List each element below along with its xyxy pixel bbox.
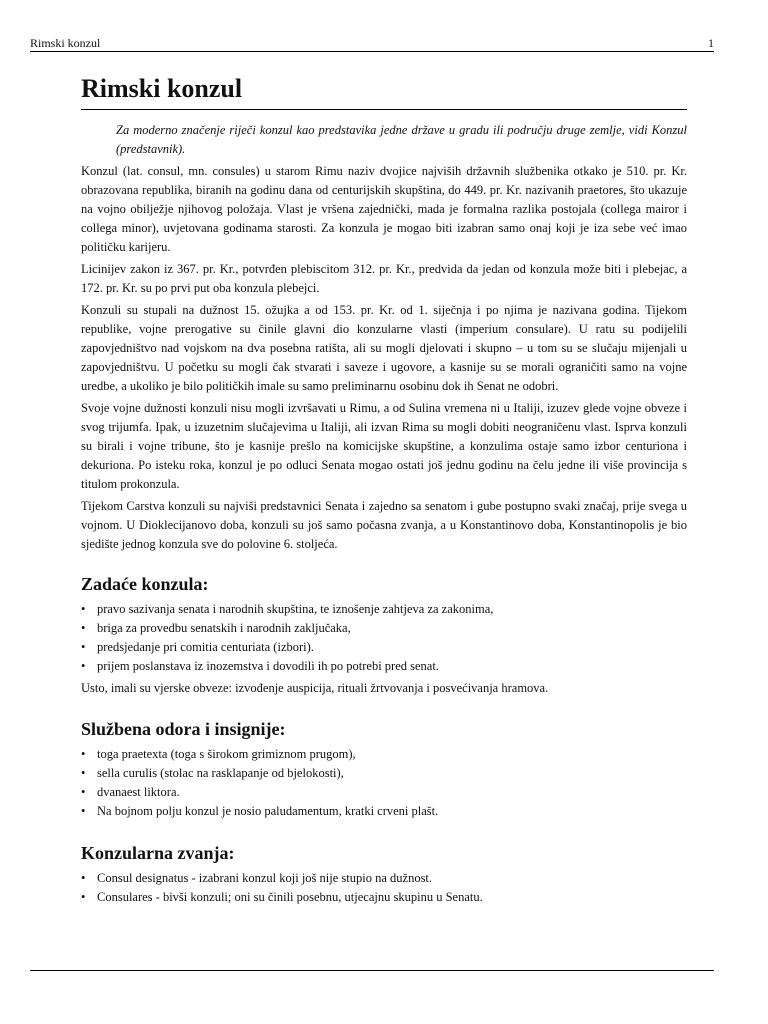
header-rule xyxy=(30,51,714,52)
running-header-title: Rimski konzul xyxy=(30,36,101,50)
section-heading-titles: Konzularna zvanja: xyxy=(81,843,235,863)
paragraph-military-duties: Svoje vojne dužnosti konzuli nisu mogli izvršavati u Rimu, a od Sulina vremena ni u Italiji, izuzev glede vojne obveze i svog trijumfa. Ipak, u izuzetnim slučajevima u Italiji, ali izvan Rima su mogli dobiti neograničenu vlast. Isprva konzuli su birali i vojne tribune, što je kasnije prešlo na komicijske skupštine, a konzulima ostaje samo izbor centuriona i dekuriona. Po isteku roka, konzul je po odluci Senata mogao ostati još jednu godinu na čelu jedne ili više provincija s titulom prokonzula. xyxy=(81,401,687,491)
list-item: • prijem poslanstava iz inozemstva i dovodili ih po potrebi pred senat. xyxy=(81,657,687,676)
titles-list xyxy=(81,869,687,907)
paragraph-empire: Tijekom Carstva konzuli su najviši predstavnici Senata i zajedno sa senatom i gube postupno svaki značaj, prije svega u vojnom. U Dioklecijanovo doba, konzuli su još samo počasna zvanja, a u Konstantinovo doba, Konstantinopolis je bio sjedište jednog konzula sve do polovine 6. stoljeća. xyxy=(81,499,687,551)
paragraph-intro: Konzul (lat. consul, mn. consules) u starom Rimu naziv dvojice najviših državnih službenika otkako je 510. pr. Kr. obrazovana republika, biranih na godinu dana od centurijskih skupština, do 449. pr. Kr. nazivanih praetores, što ukazuje na vojno obilježje njihovog položaja. Vlast je vršena zajednički, mada je formalna razlika postojala (collega mairor i collega minor), uvjetovana godinama starosti. Za konzula je mogao biti izabran samo onaj koji je iza sebe već imao političku karijeru. xyxy=(81,164,687,254)
list-item: • Consulares - bivši konzuli; oni su činili posebnu, utjecajnu skupinu u Senatu. xyxy=(81,888,687,907)
running-header xyxy=(30,36,714,51)
duties-list xyxy=(81,600,687,676)
list-item: • toga praetexta (toga s širokom grimiznom prugom), xyxy=(81,745,687,764)
list-item: • Consul designatus - izabrani konzul koji još nije stupio na dužnost. xyxy=(81,869,687,888)
list-item: • sella curulis (stolac na rasklapanje od bjelokosti), xyxy=(81,764,687,783)
article-body xyxy=(81,73,687,910)
article-title: Rimski konzul xyxy=(81,73,687,110)
section-heading-duties: Zadaće konzula: xyxy=(81,574,209,594)
list-item: • Na bojnom polju konzul je nosio paludamentum, kratki crveni plašt. xyxy=(81,802,687,821)
disambiguation-note: Za moderno značenje riječi konzul kao predstavika jedne države u gradu ili području druge zemlje, vidi Konzul (predstavnik). xyxy=(116,123,687,156)
list-item: • pravo sazivanja senata i narodnih skupština, te iznošenje zahtjeva za zakonima, xyxy=(81,600,687,619)
list-item: • predsjedanje pri comitia centuriata (izbori). xyxy=(81,638,687,657)
list-item: • dvanaest liktora. xyxy=(81,783,687,802)
paragraph-religious-duties: Usto, imali su vjerske obveze: izvođenje auspicija, rituali žrtvovanja i posvećivanja hramova. xyxy=(81,681,549,695)
list-item: • briga za provedbu senatskih i narodnih zaključaka, xyxy=(81,619,687,638)
paragraph-licinian-law: Licinijev zakon iz 367. pr. Kr., potvrđen plebiscitom 312. pr. Kr., predvida da jedan od konzula može biti i plebejac, a 172. pr. Kr. su po prvi put oba konzula plebejci. xyxy=(81,262,687,295)
insignia-list xyxy=(81,745,687,821)
page-number: 1 xyxy=(708,36,714,50)
footer-rule xyxy=(30,970,714,971)
section-heading-insignia: Službena odora i insignije: xyxy=(81,719,286,739)
paragraph-military-powers: Konzuli su stupali na dužnost 15. ožujka a od 153. pr. Kr. od 1. siječnja i po njima je nazivana godina. Tijekom republike, vojne prerogative su činile glavni dio konzularne vlasti (imperium consulare). U ratu su podijelili zapovjedništvo nad vojskom na dva posebna ratišta, ali su mogli djelovati i skupno – u tom su se slučaju mijenjali u zapovjedništvu. U početku su mogli čak stvarati i saveze i ugovore, a kasnije su se morali ograničiti samo na vojne uredbe, a ukoliko je bilo političkih imale su samo preliminarnu osobinu dok ih Senat ne odobri. xyxy=(81,303,687,393)
